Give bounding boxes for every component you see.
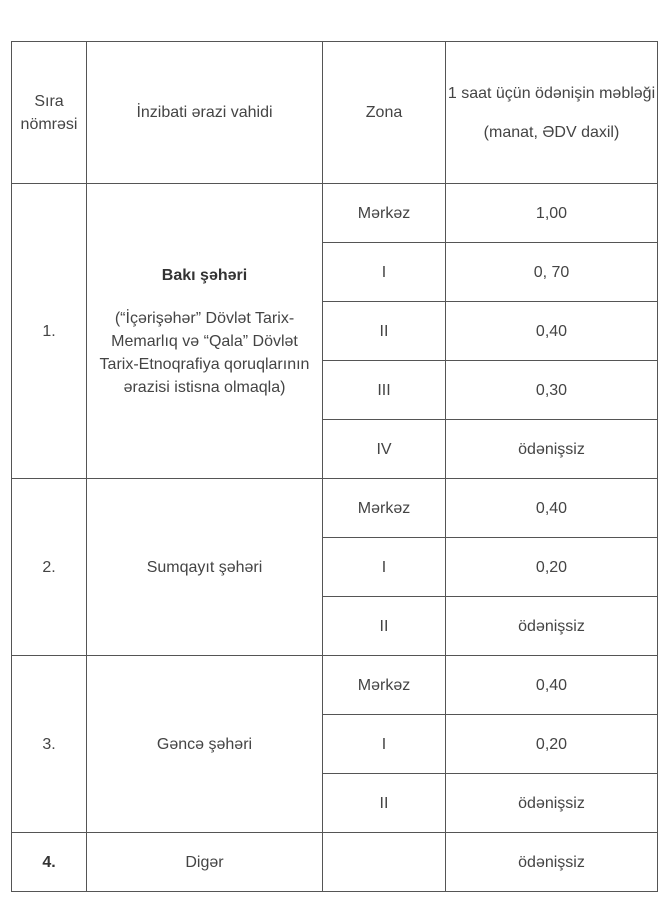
- header-price: [446, 42, 658, 184]
- header-seq: Sıra nömrəsi: [12, 42, 87, 184]
- unit-name: Gəncə şəhəri: [87, 656, 323, 833]
- table-row: [12, 184, 658, 243]
- unit-note: (“İçərişəhər” Dövlət Tarix-Memarlıq və “Qala” Dövlət Tarix-Etnoqrafiya qoruqlarının ərazisi istisna olmaqla): [99, 309, 310, 396]
- zone-cell: III: [323, 361, 446, 420]
- zone-cell: Mərkəz: [323, 479, 446, 538]
- price-cell: ödənişsiz: [446, 597, 658, 656]
- zone-cell: I: [323, 243, 446, 302]
- unit-name: Digər: [87, 833, 323, 892]
- table-row: [12, 479, 658, 538]
- zone-cell: [323, 833, 446, 892]
- parking-tariff-table: [11, 41, 658, 892]
- header-price-title: 1 saat üçün ödənişin məbləği: [447, 84, 656, 102]
- price-cell: ödənişsiz: [446, 833, 658, 892]
- zone-cell: IV: [323, 420, 446, 479]
- header-unit: İnzibati ərazi vahidi: [87, 42, 323, 184]
- price-cell: 0,40: [446, 656, 658, 715]
- unit-name: Bakı şəhəri: [161, 266, 248, 284]
- zone-cell: II: [323, 774, 446, 833]
- price-cell: ödənişsiz: [446, 774, 658, 833]
- unit-name: Sumqayıt şəhəri: [87, 479, 323, 656]
- header-zone: Zona: [323, 42, 446, 184]
- header-row: [12, 42, 658, 184]
- row-number: 4.: [12, 833, 87, 892]
- price-cell: 0, 70: [446, 243, 658, 302]
- price-cell: 0,30: [446, 361, 658, 420]
- zone-cell: Mərkəz: [323, 184, 446, 243]
- zone-cell: II: [323, 302, 446, 361]
- zone-cell: Mərkəz: [323, 656, 446, 715]
- price-cell: ödənişsiz: [446, 420, 658, 479]
- zone-cell: I: [323, 538, 446, 597]
- row-number: 2.: [12, 479, 87, 656]
- price-cell: 0,20: [446, 715, 658, 774]
- price-cell: 1,00: [446, 184, 658, 243]
- row-number: 1.: [12, 184, 87, 479]
- unit-cell: [87, 184, 323, 479]
- price-cell: 0,40: [446, 479, 658, 538]
- table-row: [12, 656, 658, 715]
- table-row: [12, 833, 658, 892]
- zone-cell: I: [323, 715, 446, 774]
- price-cell: 0,40: [446, 302, 658, 361]
- price-cell: 0,20: [446, 538, 658, 597]
- row-number: 3.: [12, 656, 87, 833]
- zone-cell: II: [323, 597, 446, 656]
- header-price-unit: (manat, ƏDV daxil): [483, 123, 620, 141]
